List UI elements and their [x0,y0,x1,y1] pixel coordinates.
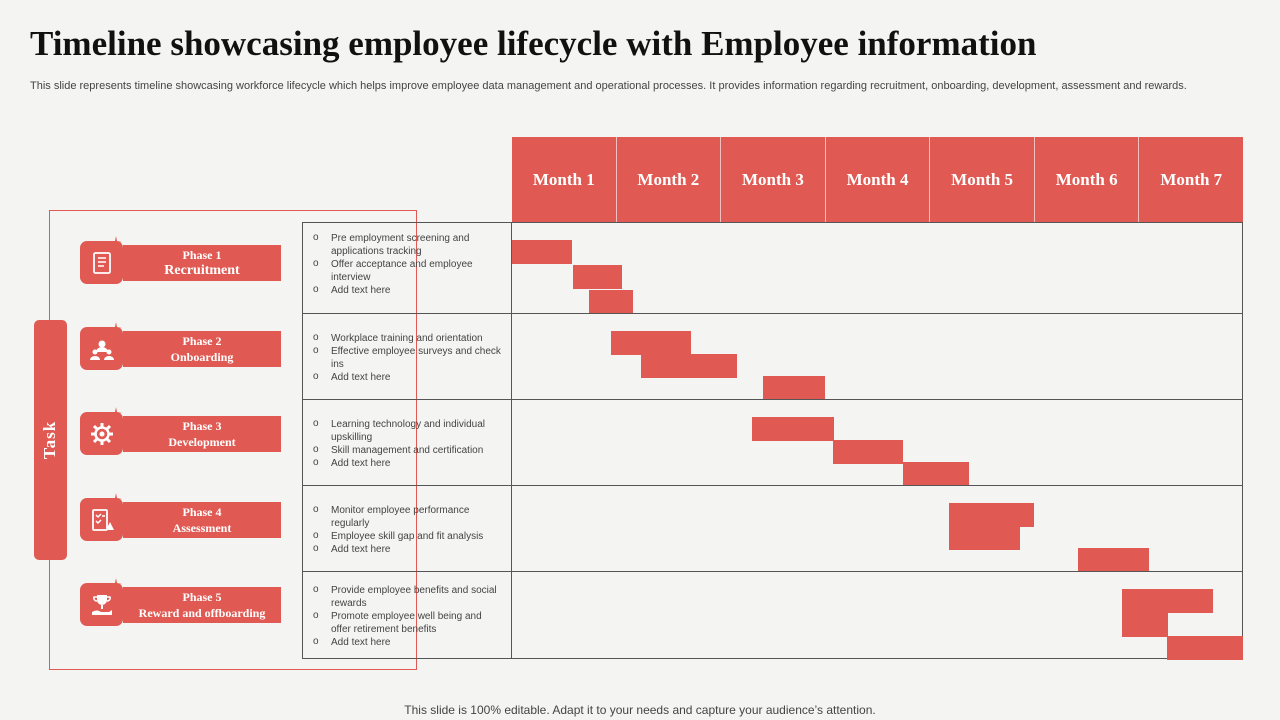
sparkle-icon [110,493,122,505]
task-label-bar [34,320,67,560]
phase-recruitment [80,241,282,285]
task-item: o Workplace training and orientation [331,332,503,345]
timeline-bar [573,265,622,289]
task-description-cell [303,504,511,556]
phase-name: Onboarding [170,350,234,364]
task-description-cell [303,584,511,649]
sparkle-icon [110,322,122,334]
task-description-cell [303,332,511,384]
task-item: o Pre employment screening and applications tracking [331,232,503,258]
month-header-cell: Month 1 [512,137,617,222]
row-divider [302,313,1243,314]
task-item: o Effective employee surveys and check ins [331,345,503,371]
phase-label [123,416,281,452]
timeline-bar [763,376,826,400]
timeline-bar [1122,613,1168,637]
task-label: Task [40,420,60,460]
month-header-cell: Month 5 [930,137,1035,222]
month-header-cell: Month 3 [721,137,826,222]
task-description-column [302,222,512,659]
phase-development [80,412,282,456]
task-item: o Add text here [331,371,503,384]
page-subtitle: This slide represents timeline showcasing workforce lifecycle which helps improve employee data management and operational processes. It provides information regarding recruitment, onboarding, development, assessment and rewards. [30,80,1187,92]
timeline-bar [949,503,1035,527]
phase-assessment [80,498,282,542]
month-header-cell: Month 7 [1139,137,1243,222]
phase-name: Recruitment [164,263,240,278]
month-header-cell: Month 4 [826,137,931,222]
page-title: Timeline showcasing employee lifecycle with Employee information [30,24,1037,63]
sparkle-icon [110,407,122,419]
phase-number: Phase 5 [182,590,222,604]
timeline-grid [512,222,1243,659]
task-item: o Skill management and certification [331,444,503,457]
row-divider [302,571,1243,572]
timeline-bar [752,417,833,441]
phase-onboarding [80,327,282,371]
phase-label [123,502,281,538]
month-header-cell: Month 6 [1035,137,1140,222]
timeline-bar [611,331,690,355]
row-divider [302,399,1243,400]
task-item: o Add text here [331,636,503,649]
phase-label [123,331,281,367]
phase-reward-offboarding [80,583,282,627]
phase-number: Phase 1 [182,248,222,262]
task-item: o Employee skill gap and fit analysis [331,530,503,543]
task-description-cell [303,418,511,470]
month-header-cell: Month 2 [617,137,722,222]
task-item: o Add text here [331,457,503,470]
task-item: o Add text here [331,543,503,556]
timeline-bar [903,462,970,486]
phase-number: Phase 2 [182,334,222,348]
task-item: o Provide employee benefits and social rewards [331,584,503,610]
phase-name: Development [168,435,236,449]
sparkle-icon [110,236,122,248]
month-header [512,137,1243,222]
task-item: o Monitor employee performance regularly [331,504,503,530]
phase-label [123,587,281,623]
timeline-bar [949,526,1020,550]
task-item: o Offer acceptance and employee interview [331,258,503,284]
timeline-bar [1122,589,1213,613]
phase-label [123,245,281,281]
timeline-bar [833,440,903,464]
task-item: o Learning technology and individual upskilling [331,418,503,444]
task-item: o Promote employee well being and offer retirement benefits [331,610,503,636]
phase-name: Assessment [172,521,232,535]
timeline-bar [1167,636,1243,660]
phase-name: Reward and offboarding [138,606,266,620]
timeline-bar [589,290,633,314]
task-description-cell [303,232,511,297]
timeline-bar [512,240,572,264]
row-divider [302,485,1243,486]
phase-number: Phase 3 [182,419,222,433]
phase-number: Phase 4 [182,505,222,519]
sparkle-icon [110,578,122,590]
task-item: o Add text here [331,284,503,297]
timeline-bar [1078,548,1149,572]
footer-note: This slide is 100% editable. Adapt it to your needs and capture your audience’s attention. [404,703,876,717]
timeline-bar [641,354,736,378]
